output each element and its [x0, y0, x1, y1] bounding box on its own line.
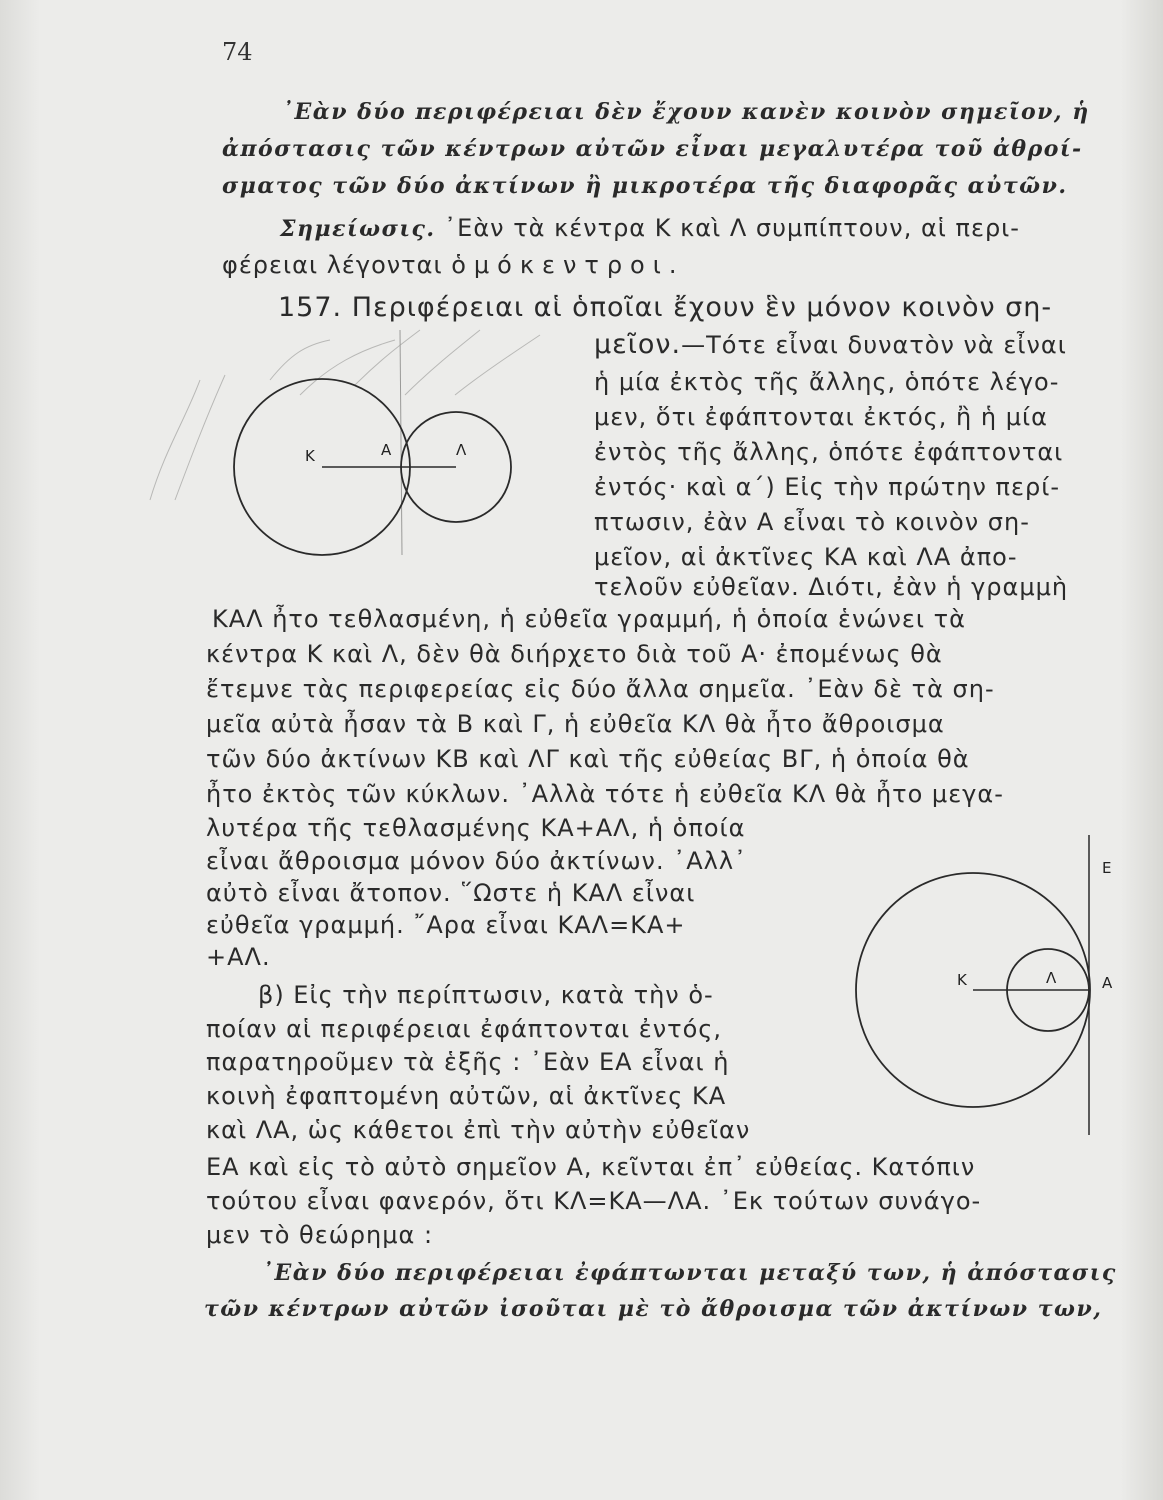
- section-title: Περιφέρειαι αἱ ὁποῖαι ἔχουν ἓν μόνον κοινὸν ση-: [342, 292, 1053, 323]
- note-text: ᾿Εὰν τὰ κέντρα Κ καὶ Λ συμπίπτουν, αἱ περι-: [435, 214, 1020, 242]
- section-title-end: μεῖον.: [594, 329, 682, 360]
- body-line: πτωσιν, ἐὰν Α εἶναι τὸ κοινὸν ση-: [594, 508, 1030, 536]
- body-line: ποίαν αἱ περιφέρειαι ἐφάπτονται ἐντός,: [206, 1015, 723, 1043]
- page-number: 74: [222, 38, 253, 66]
- body-line: μεν τὸ θεώρημα :: [206, 1221, 434, 1249]
- body-line: κοινὴ ἐφαπτομένη αὐτῶν, αἱ ἀκτῖνες ΚΑ: [206, 1082, 727, 1110]
- body-line: εἶναι ἄθροισμα μόνον δύο ἀκτίνων. ᾿Αλλ᾿: [206, 847, 748, 875]
- body-line: ἔτεμνε τὰς περιφερείας εἰς δύο ἄλλα σημεῖα. ᾿Εὰν δὲ τὰ ση-: [206, 675, 995, 703]
- body-line: αὐτὸ εἶναι ἄτοπον. ῞Ωστε ἡ ΚΑΛ εἶναι: [206, 879, 696, 907]
- theorem-bottom-line: τῶν κέντρων αὐτῶν ἰσοῦται μὲ τὸ ἄθροισμα τῶν ἀκτίνων των,: [204, 1296, 1103, 1322]
- note-term: ὁμόκεντροι.: [451, 251, 685, 279]
- theorem-bottom-line: ᾿Εὰν δύο περιφέρειαι ἐφάπτωνται μεταξύ των, ἡ ἀπόστασις: [262, 1260, 1117, 1286]
- label-e: Ε: [1102, 859, 1112, 877]
- section-number: 157.: [278, 292, 343, 323]
- label-l: Λ: [456, 441, 467, 459]
- body-line: β) Εἰς τὴν περίπτωσιν, κατὰ τὴν ὁ-: [258, 981, 714, 1009]
- body-line: ἐντός· καὶ α΄) Εἰς τὴν πρώτην περί-: [594, 473, 1060, 501]
- note-label: Σημείωσις.: [280, 216, 436, 242]
- body-line: ἦτο ἐκτὸς τῶν κύκλων. ᾿Αλλὰ τότε ἡ εὐθεῖα ΚΛ θὰ ἦτο μεγα-: [206, 780, 1004, 808]
- label-a: Α: [1102, 974, 1113, 992]
- theorem-top-line: ᾿Εὰν δύο περιφέρειαι δὲν ἔχουν κανὲν κοινὸν σημεῖον, ἡ: [282, 99, 1090, 125]
- body-line: τῶν δύο ἀκτίνων ΚΒ καὶ ΛΓ καὶ τῆς εὐθείας ΒΓ, ἡ ὁποία θὰ: [206, 745, 970, 773]
- body-line: μεῖον, αἱ ἀκτῖνες ΚΑ καὶ ΛΑ ἀπο-: [594, 543, 1018, 571]
- body-line: ΚΑΛ ἦτο τεθλασμένη, ἡ εὐθεῖα γραμμή, ἡ ὁποία ἑνώνει τὰ: [212, 605, 966, 633]
- label-a: Α: [381, 441, 392, 459]
- body-line: τούτου εἶναι φανερόν, ὅτι ΚΛ=ΚΑ—ΛΑ. ᾿Εκ τούτων συνάγο-: [206, 1187, 982, 1215]
- body-line: +ΑΛ.: [206, 943, 271, 971]
- body-line: τελοῦν εὐθεῖαν. Διότι, ἐὰν ἡ γραμμὴ: [594, 573, 1069, 601]
- note-text: φέρειαι λέγονται: [222, 251, 452, 279]
- theorem-top-line: σματος τῶν δύο ἀκτίνων ἢ μικροτέρα τῆς διαφορᾶς αὐτῶν.: [222, 173, 1068, 199]
- section-text: —Τότε εἶναι δυνατὸν νὰ εἶναι: [681, 331, 1067, 359]
- body-line: ἡ μία ἐκτὸς τῆς ἄλλης, ὁπότε λέγο-: [594, 368, 1060, 396]
- body-line: ΕΑ καὶ εἰς τὸ αὐτὸ σημεῖον Α, κεῖνται ἐπ᾿ εὐθείας. Κατόπιν: [206, 1153, 976, 1181]
- body-line: παρατηροῦμεν τὰ ἑξῆς : ᾿Εὰν ΕΑ εἶναι ἡ: [206, 1048, 730, 1076]
- label-l: Λ: [1046, 969, 1057, 987]
- label-k: Κ: [957, 971, 967, 989]
- body-line: καὶ ΛΑ, ὡς κάθετοι ἐπὶ τὴν αὐτὴν εὐθεῖαν: [206, 1116, 751, 1144]
- label-k: Κ: [305, 447, 315, 465]
- theorem-top-line: ἀπόστασις τῶν κέντρων αὐτῶν εἶναι μεγαλυτέρα τοῦ ἀθροί-: [222, 136, 1083, 162]
- body-line: εὐθεῖα γραμμή. ῎Αρα εἶναι ΚΑΛ=ΚΑ+: [206, 911, 686, 939]
- body-line: μεῖα αὐτὰ ἦσαν τὰ Β καὶ Γ, ἡ εὐθεῖα ΚΛ θὰ ἦτο ἄθροισμα: [206, 710, 945, 738]
- body-line: λυτέρα τῆς τεθλασμένης ΚΑ+ΑΛ, ἡ ὁποία: [206, 814, 746, 842]
- body-line: κέντρα Κ καὶ Λ, δὲν θὰ διήρχετο διὰ τοῦ Α· ἐπομένως θὰ: [206, 640, 943, 668]
- body-line: ἐντὸς τῆς ἄλλης, ὁπότε ἐφάπτονται: [594, 438, 1064, 466]
- body-line: μεν, ὅτι ἐφάπτονται ἐκτός, ἢ ἡ μία: [594, 403, 1048, 431]
